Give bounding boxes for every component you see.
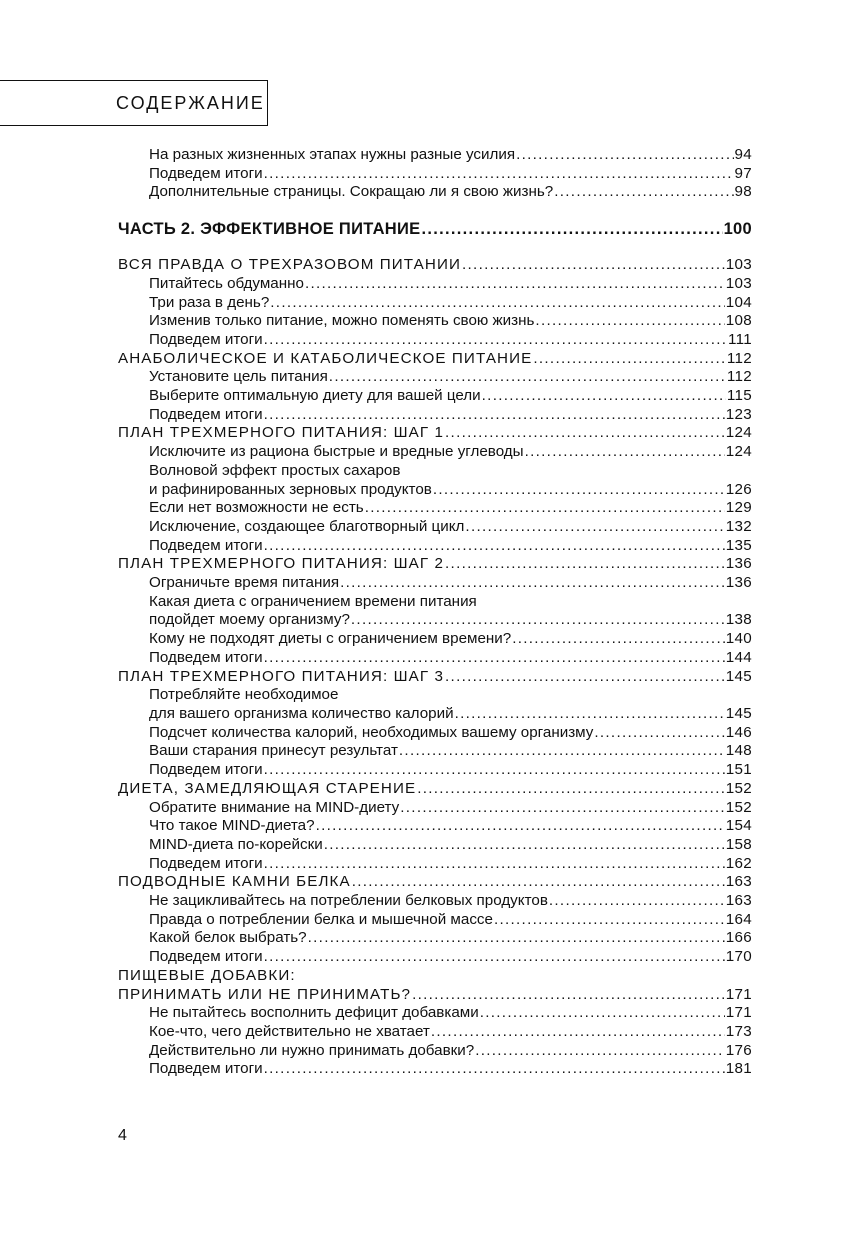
table-of-contents bbox=[118, 146, 752, 1079]
toc-entry-page: 103 bbox=[725, 256, 752, 274]
toc-entry bbox=[118, 892, 752, 911]
toc-entry-page: 162 bbox=[725, 854, 752, 872]
toc-entry-title: Подведем итоги bbox=[149, 648, 263, 666]
toc-entry-title: Обратите внимание на MIND-диету bbox=[149, 798, 400, 816]
toc-entry bbox=[118, 1042, 752, 1061]
toc-entry-title: Кому не подходят диеты с ограничением времени? bbox=[149, 630, 512, 648]
dot-leader bbox=[351, 611, 725, 630]
toc-entry-title: Какой белок выбрать? bbox=[149, 929, 307, 947]
dot-leader bbox=[475, 1042, 725, 1061]
dot-leader bbox=[264, 1060, 725, 1079]
toc-entry-page: 124 bbox=[725, 443, 752, 461]
toc-entry bbox=[118, 649, 752, 668]
toc-entry-title: Три раза в день? bbox=[149, 293, 270, 311]
toc-entry bbox=[118, 387, 752, 406]
toc-entry-page: 124 bbox=[725, 424, 752, 442]
toc-entry-page: 164 bbox=[725, 910, 752, 928]
toc-entry-page: 151 bbox=[725, 761, 752, 779]
toc-entry bbox=[118, 1023, 752, 1042]
toc-entry bbox=[118, 537, 752, 556]
toc-entry bbox=[118, 368, 752, 387]
toc-entry bbox=[118, 611, 752, 630]
toc-entry bbox=[118, 406, 752, 425]
toc-entry-title: подойдет моему организму? bbox=[149, 611, 350, 629]
dot-leader bbox=[445, 555, 725, 574]
dot-leader bbox=[462, 256, 725, 275]
dot-leader bbox=[480, 1004, 725, 1023]
toc-entry-page: 146 bbox=[725, 723, 752, 741]
dot-leader bbox=[516, 146, 733, 165]
toc-entry-title: ДИЕТА, ЗАМЕДЛЯЮЩАЯ СТАРЕНИЕ bbox=[118, 779, 417, 797]
dot-leader bbox=[535, 312, 724, 331]
toc-chapter-entry bbox=[118, 256, 752, 275]
toc-entry-page: 126 bbox=[725, 480, 752, 498]
toc-entry-page: 145 bbox=[725, 667, 752, 685]
toc-entry bbox=[118, 911, 752, 930]
dot-leader bbox=[264, 331, 727, 350]
dot-leader bbox=[594, 724, 724, 743]
dot-leader bbox=[417, 780, 725, 799]
toc-entry-title: ПЛАН ТРЕХМЕРНОГО ПИТАНИЯ: ШАГ 3 bbox=[118, 667, 445, 685]
toc-chapter-entry bbox=[118, 555, 752, 574]
toc-entry-page: 100 bbox=[723, 220, 752, 239]
toc-entry bbox=[118, 836, 752, 855]
dot-leader bbox=[400, 799, 724, 818]
toc-entry-title: Правда о потреблении белка и мышечной массе bbox=[149, 910, 493, 928]
toc-chapter-entry bbox=[118, 350, 752, 369]
toc-entry-title: Если нет возможности не есть bbox=[149, 499, 364, 517]
toc-entry-page: 104 bbox=[725, 293, 752, 311]
toc-entry-page: 171 bbox=[725, 985, 752, 1003]
toc-entry-page: 152 bbox=[725, 779, 752, 797]
toc-entry bbox=[118, 593, 752, 612]
toc-entry bbox=[118, 294, 752, 313]
toc-entry-page: 138 bbox=[725, 611, 752, 629]
toc-entry-title: ЧАСТЬ 2. ЭФФЕКТИВНОЕ ПИТАНИЕ bbox=[118, 220, 421, 239]
toc-entry-title: Питайтесь обдуманно bbox=[149, 274, 304, 292]
toc-entry-title: ПОДВОДНЫЕ КАМНИ БЕЛКА bbox=[118, 873, 351, 891]
dot-leader bbox=[525, 443, 725, 462]
dot-leader bbox=[305, 275, 725, 294]
toc-chapter-entry bbox=[118, 986, 752, 1005]
toc-entry bbox=[118, 574, 752, 593]
dot-leader bbox=[264, 406, 725, 425]
toc-entry-page: 97 bbox=[734, 164, 752, 182]
toc-entry-page: 158 bbox=[725, 835, 752, 853]
dot-leader bbox=[533, 350, 726, 369]
toc-entry-page: 108 bbox=[725, 312, 752, 330]
toc-entry-title: Действительно ли нужно принимать добавки? bbox=[149, 1041, 475, 1059]
toc-entry-title: Дополнительные страницы. Сокращаю ли я свою жизнь? bbox=[149, 183, 554, 201]
toc-entry-page: 123 bbox=[725, 405, 752, 423]
dot-leader bbox=[494, 911, 725, 930]
toc-entry-page: 170 bbox=[725, 948, 752, 966]
toc-entry bbox=[118, 929, 752, 948]
toc-entry bbox=[118, 443, 752, 462]
dot-leader bbox=[465, 518, 724, 537]
toc-entry-title: ПЛАН ТРЕХМЕРНОГО ПИТАНИЯ: ШАГ 2 bbox=[118, 555, 445, 573]
toc-entry-title: Не пытайтесь восполнить дефицит добавками bbox=[149, 1004, 479, 1022]
toc-entry bbox=[118, 761, 752, 780]
toc-entry-page: 94 bbox=[734, 146, 752, 163]
toc-chapter-entry bbox=[118, 424, 752, 443]
dot-leader bbox=[455, 705, 725, 724]
toc-entry-title: Кое-что, чего действительно не хватает bbox=[149, 1022, 430, 1040]
toc-entry-title: Ваши старания принесут результат bbox=[149, 742, 398, 760]
dot-leader bbox=[264, 649, 725, 668]
dot-leader bbox=[329, 368, 726, 387]
toc-entry-page: 129 bbox=[725, 499, 752, 517]
toc-entry-page: 140 bbox=[725, 630, 752, 648]
dot-leader bbox=[421, 219, 722, 239]
dot-leader bbox=[264, 165, 734, 184]
toc-entry-page: 112 bbox=[726, 368, 752, 386]
toc-entry-title: На разных жизненных этапах нужны разные усилия bbox=[149, 146, 516, 163]
toc-entry-page: 148 bbox=[725, 742, 752, 760]
dot-leader bbox=[308, 929, 725, 948]
toc-entry bbox=[118, 146, 752, 165]
toc-entry bbox=[118, 948, 752, 967]
toc-entry bbox=[118, 724, 752, 743]
toc-entry-title: ПЛАН ТРЕХМЕРНОГО ПИТАНИЯ: ШАГ 1 bbox=[118, 424, 445, 442]
toc-entry-page: 135 bbox=[725, 536, 752, 554]
toc-entry-title: Волновой эффект простых сахаров bbox=[149, 461, 401, 479]
dot-leader bbox=[433, 481, 725, 500]
dot-leader bbox=[399, 742, 725, 761]
toc-entry-title: ПРИНИМАТЬ ИЛИ НЕ ПРИНИМАТЬ? bbox=[118, 985, 412, 1003]
toc-entry-title: Подведем итоги bbox=[149, 854, 263, 872]
toc-entry-page: 136 bbox=[725, 574, 752, 592]
toc-entry bbox=[118, 499, 752, 518]
toc-entry-title: Подведем итоги bbox=[149, 948, 263, 966]
toc-entry bbox=[118, 518, 752, 537]
dot-leader bbox=[431, 1023, 725, 1042]
toc-chapter-entry bbox=[118, 967, 752, 986]
toc-chapter-entry bbox=[118, 873, 752, 892]
toc-chapter-entry bbox=[118, 668, 752, 687]
dot-leader bbox=[554, 183, 733, 202]
toc-entry-title: Что такое MIND-диета? bbox=[149, 817, 315, 835]
dot-leader bbox=[264, 761, 725, 780]
dot-leader bbox=[264, 855, 725, 874]
toc-entry-title: Подведем итоги bbox=[149, 761, 263, 779]
toc-entry-page: 152 bbox=[725, 798, 752, 816]
toc-entry-title: АНАБОЛИЧЕСКОЕ И КАТАБОЛИЧЕСКОЕ ПИТАНИЕ bbox=[118, 349, 533, 367]
toc-entry-title: Исключение, создающее благотворный цикл bbox=[149, 517, 465, 535]
toc-entry-title: Подведем итоги bbox=[149, 536, 263, 554]
toc-entry-title: Ограничьте время питания bbox=[149, 574, 340, 592]
toc-entry bbox=[118, 183, 752, 202]
toc-entry-page: 112 bbox=[726, 349, 752, 367]
dot-leader bbox=[482, 387, 726, 406]
dot-leader bbox=[445, 668, 725, 687]
toc-entry bbox=[118, 705, 752, 724]
toc-entry-title: Подведем итоги bbox=[149, 405, 263, 423]
toc-entry-page: 145 bbox=[725, 704, 752, 722]
toc-entry-title: Подсчет количества калорий, необходимых вашему организму bbox=[149, 723, 594, 741]
toc-entry bbox=[118, 1004, 752, 1023]
dot-leader bbox=[365, 499, 725, 518]
toc-entry-title: Изменив только питание, можно поменять свою жизнь bbox=[149, 312, 535, 330]
toc-entry-page: 132 bbox=[725, 517, 752, 535]
toc-entry bbox=[118, 481, 752, 500]
toc-entry-page: 136 bbox=[725, 555, 752, 573]
toc-entry-page: 176 bbox=[725, 1041, 752, 1059]
toc-entry-page: 98 bbox=[734, 183, 752, 201]
toc-entry-title: Подведем итоги bbox=[149, 164, 263, 182]
toc-entry-page: 144 bbox=[725, 648, 752, 666]
toc-entry-page: 166 bbox=[725, 929, 752, 947]
dot-leader bbox=[270, 294, 724, 313]
page-number: 4 bbox=[118, 1127, 127, 1144]
dot-leader bbox=[264, 948, 725, 967]
toc-part-entry bbox=[118, 219, 752, 239]
toc-entry-title: Подведем итоги bbox=[149, 1060, 263, 1078]
toc-entry bbox=[118, 331, 752, 350]
toc-entry bbox=[118, 817, 752, 836]
toc-entry-page: 115 bbox=[726, 387, 752, 405]
toc-entry-title: MIND-диета по-корейски bbox=[149, 835, 323, 853]
toc-entry-title: Потребляйте необходимое bbox=[149, 686, 339, 704]
toc-entry-page: 154 bbox=[725, 817, 752, 835]
toc-entry bbox=[118, 165, 752, 184]
toc-entry-title: ВСЯ ПРАВДА О ТРЕХРАЗОВОМ ПИТАНИИ bbox=[118, 256, 462, 274]
toc-entry-page: 103 bbox=[725, 274, 752, 292]
toc-entry-page: 171 bbox=[725, 1004, 752, 1022]
toc-entry-page: 173 bbox=[725, 1022, 752, 1040]
toc-entry bbox=[118, 462, 752, 481]
dot-leader bbox=[324, 836, 725, 855]
toc-entry bbox=[118, 686, 752, 705]
toc-entry-title: и рафинированных зерновых продуктов bbox=[149, 480, 432, 498]
dot-leader bbox=[340, 574, 725, 593]
toc-entry bbox=[118, 799, 752, 818]
toc-entry bbox=[118, 1060, 752, 1079]
toc-entry bbox=[118, 742, 752, 761]
dot-leader bbox=[412, 986, 725, 1005]
toc-entry-title: Установите цель питания bbox=[149, 368, 328, 386]
toc-entry-page: 163 bbox=[725, 873, 752, 891]
dot-leader bbox=[352, 873, 725, 892]
toc-entry bbox=[118, 855, 752, 874]
toc-chapter-entry bbox=[118, 780, 752, 799]
toc-entry bbox=[118, 630, 752, 649]
toc-entry-title: Выберите оптимальную диету для вашей цели bbox=[149, 387, 481, 405]
toc-entry-title: для вашего организма количество калорий bbox=[149, 704, 454, 722]
dot-leader bbox=[264, 537, 725, 556]
toc-entry-page: 111 bbox=[728, 330, 752, 348]
toc-entry-title: ПИЩЕВЫЕ ДОБАВКИ: bbox=[118, 966, 296, 984]
toc-entry-title: Подведем итоги bbox=[149, 330, 263, 348]
dot-leader bbox=[445, 424, 725, 443]
toc-entry-title: Исключите из рациона быстрые и вредные углеводы bbox=[149, 443, 524, 461]
toc-entry-title: Какая диета с ограничением времени питания bbox=[149, 592, 477, 610]
toc-entry-title: Не зацикливайтесь на потреблении белковых продуктов bbox=[149, 892, 548, 910]
toc-entry bbox=[118, 312, 752, 331]
toc-entry bbox=[118, 275, 752, 294]
dot-leader bbox=[512, 630, 725, 649]
dot-leader bbox=[549, 892, 725, 911]
toc-entry-page: 181 bbox=[725, 1060, 752, 1078]
dot-leader bbox=[316, 817, 725, 836]
page-title: СОДЕРЖАНИЕ bbox=[116, 93, 265, 113]
toc-entry-page: 163 bbox=[725, 892, 752, 910]
